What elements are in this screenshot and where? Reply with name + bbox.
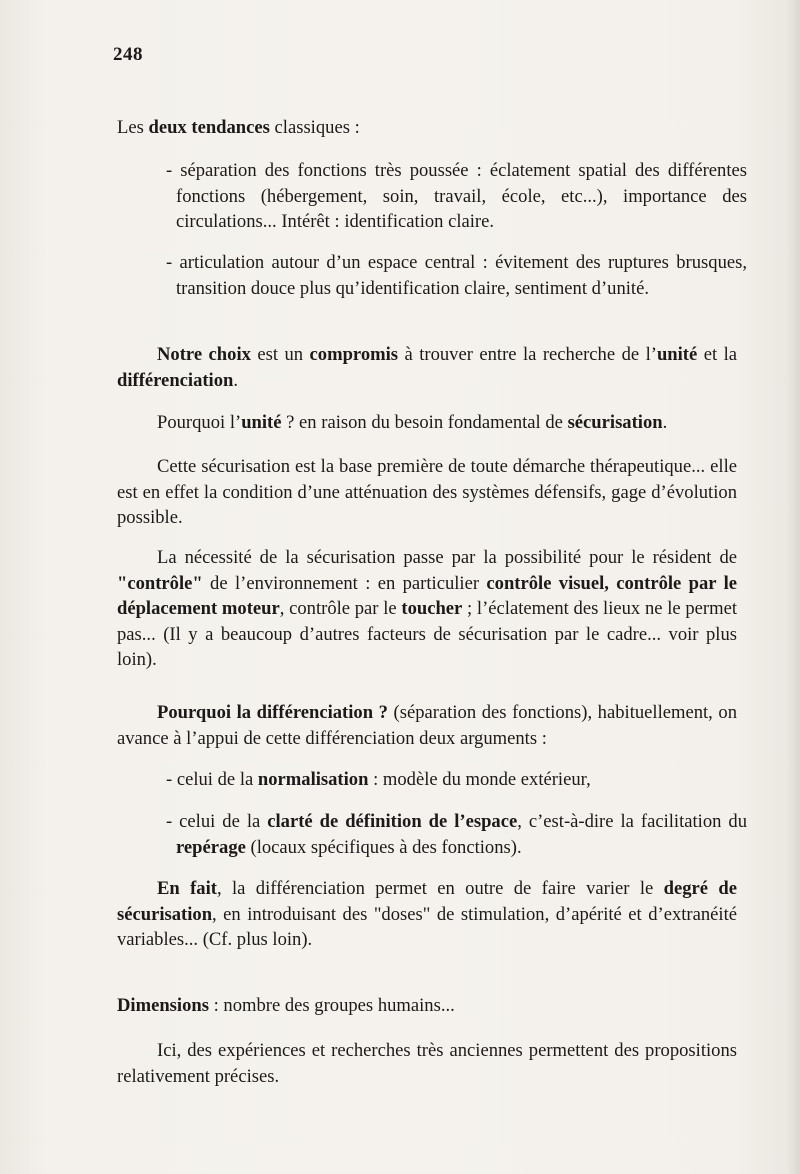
text-run: à trouver entre la recherche de l’ <box>398 344 657 365</box>
paragraph-pourquoi-unite <box>117 410 737 436</box>
bold-term: sécurisation <box>567 412 663 433</box>
text-run: : modèle du monde extérieur, <box>368 769 591 790</box>
text-run: - celui de la <box>166 769 258 790</box>
paragraph-two-tendencies <box>117 115 737 141</box>
bold-term: "contrôle" <box>117 572 203 594</box>
paragraph-securisation: Cette sécurisation est la base première de toute démarche thérapeutique... elle est en effet la condition d’une atténuation des systèmes défensifs, gage d’évolution possible. <box>117 456 737 528</box>
paragraph-pourquoi-differenciation <box>117 700 737 751</box>
text-run: , contrôle par le <box>279 598 402 619</box>
bold-term: toucher <box>401 598 463 619</box>
bold-term: degré de sécurisation <box>117 878 737 925</box>
text-run: ; l’éclatement des lieux ne le permet pas... (Il y a beaucoup d’autres facteurs de sécurisation par le cadre... voir plus loin). <box>117 598 737 670</box>
bold-term: compromis <box>309 344 399 365</box>
text-run: classiques : <box>269 117 360 138</box>
bold-term: unité <box>241 412 282 433</box>
bold-term: normalisation <box>257 769 369 790</box>
text-run: est un <box>250 344 310 365</box>
paragraph-notre-choix <box>117 342 737 393</box>
text-run: . <box>662 412 668 433</box>
bold-term: Notre choix <box>157 344 251 365</box>
bold-term: clarté de définition de l’espace <box>267 811 518 832</box>
text-run: (séparation des fonctions), habituellement, on avance à l’appui de cette différenciation deux arguments : <box>117 702 737 749</box>
bullet-separation: - séparation des fonctions très poussée : éclatement spatial des différentes fonctions (hébergement, soin, travail, école, etc...), importance des circulations... Intérêt : identification claire. <box>166 160 747 232</box>
text-run: (locaux spécifiques à des fonctions). <box>245 836 522 858</box>
text-run: de l’environnement : en particulier <box>202 572 487 594</box>
text-run: Pourquoi l’ <box>157 412 242 433</box>
text-run: . <box>233 369 239 391</box>
bullet-articulation: - articulation autour d’un espace central : évitement des ruptures brusques, transition douce plus qu’identification claire, sentiment d’unité. <box>166 252 747 299</box>
bold-term: Dimensions <box>117 995 209 1016</box>
text-run: , c’est-à-dire la facilitation du <box>517 811 747 832</box>
bold-term: contrôle visuel, contrôle par le déplacement moteur <box>117 572 737 619</box>
text-run: La nécessité de la sécurisation passe par la possibilité pour le résident de <box>157 547 737 568</box>
bold-term: repérage <box>176 836 246 858</box>
bold-term: En fait <box>157 878 217 899</box>
bullet-normalisation <box>166 767 737 793</box>
bullet-clarte <box>166 809 747 860</box>
paragraph-en-fait <box>117 876 737 953</box>
text-run: Les <box>117 117 149 138</box>
bold-term: Pourquoi la différenciation ? <box>157 702 388 723</box>
text-run: , en introduisant des "doses" de stimulation, d’apérité et d’extranéité variables... (Cf. plus loin). <box>117 903 737 950</box>
text-run: : nombre des groupes humains... <box>208 995 455 1016</box>
paragraph-necessite <box>117 545 737 673</box>
text-run: ? en raison du besoin fondamental de <box>281 412 568 433</box>
page-edge-shadow <box>786 0 800 1174</box>
text-run: - celui de la <box>166 811 268 832</box>
bold-term: unité <box>656 344 698 365</box>
page-number: 248 <box>113 44 143 65</box>
text-run: et la <box>697 344 737 365</box>
paragraph-experiences: Ici, des expériences et recherches très anciennes permettent des propositions relativement précises. <box>117 1040 737 1087</box>
bold-term: deux tendances <box>148 117 270 138</box>
text-run: , la différenciation permet en outre de faire varier le <box>216 878 664 899</box>
bold-term: différenciation <box>117 369 234 391</box>
paragraph-dimensions <box>117 993 737 1019</box>
